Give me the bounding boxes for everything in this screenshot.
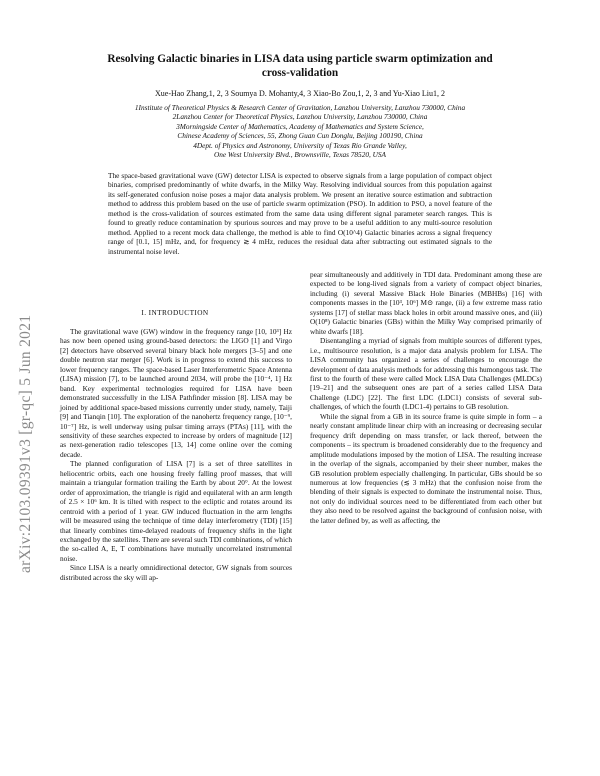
paragraph: The planned configuration of LISA [7] is a set of three satellites in heliocentric orbits, each one housing freely falling proof masses, that will maintain a triangular formation trailing the Earth by about 20°. At the lowest order of approximation, the triangle is rigid and equilateral with an arm length of 2.5 × 10⁶ km. It is tilted with respect to the ecliptic and rotates around its centroid with a period of 1 year. GW induced fluctuation in the arm lengths will be measured using the technique of time delay interferometry (TDI) [15] that linearly combines time-delayed readouts of frequency shifts in the light exchanged by the satellites. There are several such TDI combinations, of which the so-called A, E, T combinations have mutually uncorrelated instrumental noise. — [60, 459, 292, 563]
author-list: Xue-Hao Zhang,1, 2, 3 Soumya D. Mohanty,4, 3 Xiao-Bo Zou,1, 2, 3 and Yu-Xiao Liu1, 2 — [154, 89, 446, 98]
affiliation-list — [60, 103, 540, 159]
section-heading-introduction: I. INTRODUCTION — [141, 308, 209, 317]
affiliation-line: 3Morningside Center of Mathematics, Academy of Mathematics and System Science, — [176, 121, 424, 131]
paragraph: pear simultaneously and additively in TDI data. Predominant among these are expected to be long-lived signals from a variety of compact object binaries, including (i) several Massive Black Hole Binaries (MBHBs) [16] with components masses in the [10³, 10⁶] M⊙ range, (ii) a few extreme mass ratio systems [17] of stellar mass black holes in orbit around massive ones, and (iii) O(10⁸) Galactic binaries (GBs) within the Milky Way comprised primarily of white dwarfs [18]. — [310, 270, 542, 336]
affiliation-line: 2Lanzhou Center for Theoretical Physics, Lanzhou University, Lanzhou 730000, China — [172, 112, 428, 122]
paragraph: Since LISA is a nearly omnidirectional detector, GW signals from sources distributed across the sky will ap- — [60, 563, 292, 582]
abstract: The space-based gravitational wave (GW) detector LISA is expected to observe signals from a large population of compact object binaries, comprised predominantly of white dwarfs, in the Milky Way. Resolving individual sources from this population against its self-generated confusion noise poses a major data analysis problem. We present an iterative source estimation and subtraction method to address this problem based on the use of particle swarm optimization (PSO). In addition to PSO, a novel feature of the method is the cross-validation of sources estimated from the same data using different signal parameter search ranges. This is found to greatly reduce contamination by spurious sources and may prove to be a useful addition to any multi-source resolution method. Applied to a recent mock data challenge, the method is able to find O(10^4) Galactic binaries across a signal frequency range of [0.1, 15] mHz, and, for frequency ≳ 4 mHz, reduces the residual data after subtracting out estimated signals to the instrumental noise level. — [108, 171, 492, 256]
affiliation-line: 1Institute of Theoretical Physics & Research Center of Gravitation, Lanzhou University, Lanzhou 730000, China — [134, 103, 466, 112]
paragraph: The gravitational wave (GW) window in the frequency range [10, 10³] Hz has now been opened using ground-based detectors: the LIGO [1] and Virgo [2] detectors have observed several binary black hole mergers [3–5] and one double neutron star merger [6]. Work is in progress to extend this success to lower frequency ranges. The space-based Laser Interferometric Space Antenna (LISA) mission [7], to be launched around 2034, will probe the [10⁻⁴, 1] Hz band. Key experimental technologies required for LISA have been demonstrated successfully in the LISA Pathfinder mission [8]. LISA may be joined by additional space-based missions currently under study, namely, Taiji [9] and Tianqin [10]. The exploration of the nanohertz frequency range, [10⁻⁹, 10⁻⁷] Hz, is well underway using pulsar timing arrays (PTAs) [11], with the sensitivity of these searches expected to increase by orders of magnitude [12] as next-generation radio telescopes [13, 14] come online over the coming decade. — [60, 327, 292, 459]
right-column — [310, 270, 542, 525]
left-column — [60, 327, 292, 582]
paper-title: Resolving Galactic binaries in LISA data using particle swarm optimization and cross-validation — [107, 53, 493, 79]
paragraph: While the signal from a GB in its source frame is quite simple in form – a nearly constant amplitude linear chirp with an increasing or decreasing secular frequency drift depending on mass transfer, or lack thereof, between the components – its spectrum is broadened considerably due to the frequency and amplitude modulations imposed by the motion of LISA. The resulting increase in the overlap of the signals, accompanied by their sheer number, makes the GB resolution problem especially challenging. In particular, GBs should be so numerous at low frequencies (≲ 3 mHz) that the confusion noise from the blending of their signals is expected to dominate the instrumental noise. Thus, not only do individual sources need to be differentiated from each other but they also need to be resolved against the background of confusion noise, with the latter defined by, as well as affecting, the — [310, 411, 542, 525]
arxiv-id-text: arXiv:2103.09391v3 [gr-qc] 5 Jun 2021 — [17, 314, 34, 573]
paragraph: Disentangling a myriad of signals from multiple sources of different types, i.e., multisource resolution, is a major data analysis problem for LISA. The LISA community has organized a series of challenges to encourage the development of data analysis methods for addressing this humongous task. The first to the fourth of these were called Mock LISA Data Challenges (MLDCs) [19–21] and the subsequent ones are part of a series called LISA Data Challenge (LDC) [22]. The first LDC (LDC1) consists of several sub-challenges, of which the fourth (LDC1-4) pertains to GB resolution. — [310, 336, 542, 412]
affiliation-line: One West University Blvd., Brownsville, Texas 78520, USA — [213, 150, 387, 160]
affiliation-line: 4Dept. of Physics and Astronomy, University of Texas Rio Grande Valley, — [193, 140, 407, 150]
affiliation-line: Chinese Academy of Sciences, 55, Zhong Guan Cun Donglu, Beijing 100190, China — [177, 131, 423, 141]
arxiv-identifier — [6, 95, 42, 575]
